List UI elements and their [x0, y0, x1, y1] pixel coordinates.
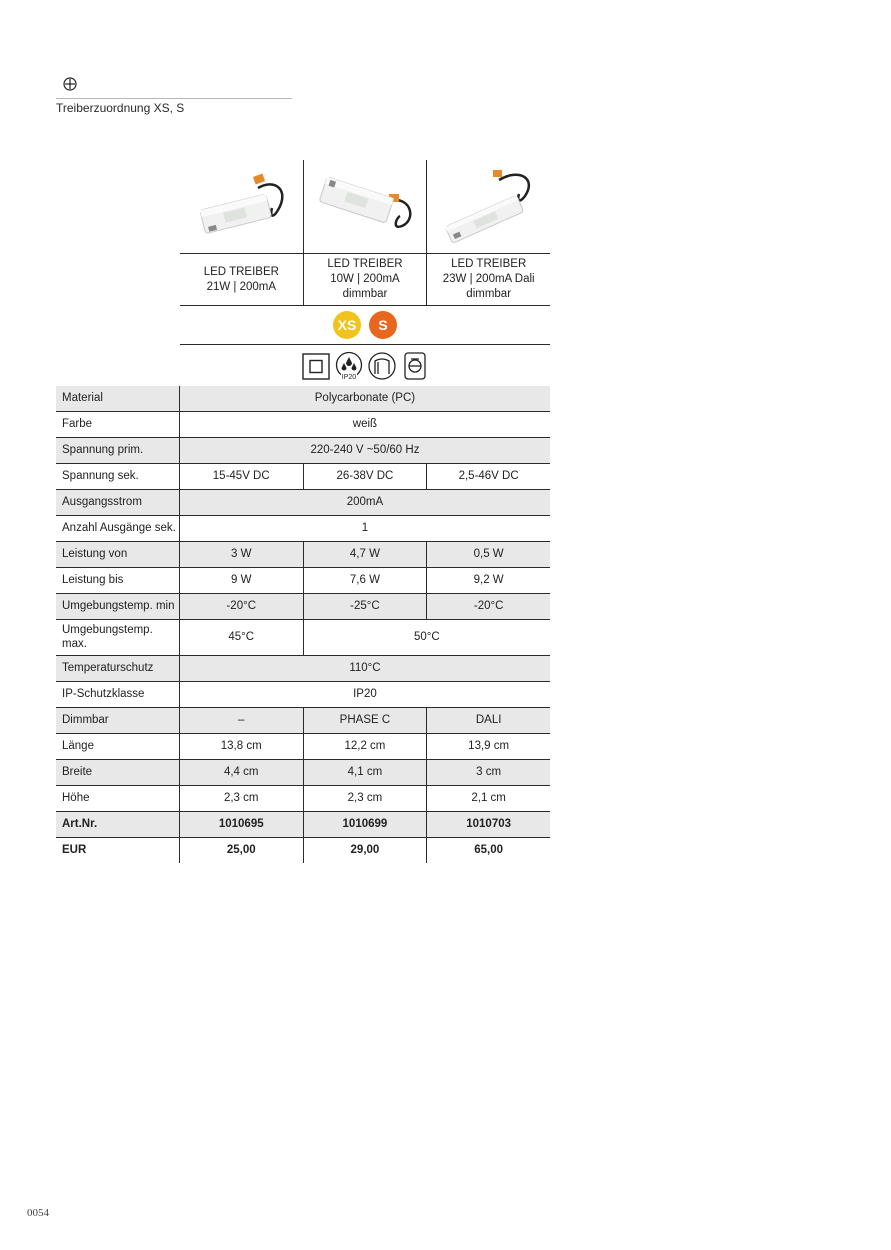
led-driver-image — [304, 160, 427, 253]
cell-value: 13,8 cm — [179, 733, 303, 759]
size-badge-s: S — [369, 311, 397, 339]
certification-symbols-row — [180, 346, 550, 386]
cell-value: 200mA — [179, 489, 550, 515]
price: 65,00 — [427, 837, 550, 863]
cell-value: 7,6 W — [303, 567, 427, 593]
cell-value: 220-240 V ~50/60 Hz — [179, 437, 550, 463]
protection-class-ii-icon — [301, 351, 331, 381]
row-label: Material — [56, 386, 179, 411]
row-label: Leistung bis — [56, 567, 179, 593]
table-row — [56, 593, 550, 619]
section-title: Treiberzuordnung XS, S — [56, 101, 185, 115]
cell-value: DALI — [427, 707, 550, 733]
table-row — [56, 619, 550, 655]
row-label: Höhe — [56, 785, 179, 811]
cell-value: IP20 — [179, 681, 550, 707]
cell-value: 50°C — [303, 619, 550, 655]
cell-value: 15-45V DC — [179, 463, 303, 489]
ip-rating-drops-icon — [334, 351, 364, 381]
cell-value: 0,5 W — [427, 541, 550, 567]
table-row — [56, 707, 550, 733]
ip-rating-label: IP20 — [341, 374, 356, 381]
cell-value: 2,3 cm — [303, 785, 427, 811]
table-row-article-number — [56, 811, 550, 837]
cell-value: 2,5-46V DC — [427, 463, 550, 489]
product-name: LED TREIBER 23W | 200mA Dali dimmbar — [426, 254, 550, 305]
row-label: IP-Schutzklasse — [56, 681, 179, 707]
furniture-mounting-icon — [367, 351, 397, 381]
cell-value: 12,2 cm — [303, 733, 427, 759]
cell-value: PHASE C — [303, 707, 427, 733]
cell-value: Polycarbonate (PC) — [179, 386, 550, 411]
table-row — [56, 515, 550, 541]
table-row — [56, 785, 550, 811]
cell-value: 9,2 W — [427, 567, 550, 593]
product-image-3 — [426, 160, 550, 253]
product-image-2 — [303, 160, 427, 253]
table-row — [56, 681, 550, 707]
row-label: Spannung prim. — [56, 437, 179, 463]
cell-value: 4,4 cm — [179, 759, 303, 785]
article-number: 1010695 — [179, 811, 303, 837]
cell-value: 3 W — [179, 541, 303, 567]
row-label: Anzahl Ausgänge sek. — [56, 515, 179, 541]
price: 29,00 — [303, 837, 427, 863]
price: 25,00 — [179, 837, 303, 863]
table-row — [56, 733, 550, 759]
cell-value: 2,3 cm — [179, 785, 303, 811]
cell-value: -25°C — [303, 593, 427, 619]
table-row — [56, 655, 550, 681]
cell-value: 110°C — [179, 655, 550, 681]
row-label: Breite — [56, 759, 179, 785]
row-label: Spannung sek. — [56, 463, 179, 489]
table-row-price — [56, 837, 550, 863]
page-number: 0054 — [27, 1207, 49, 1219]
cell-value: 9 W — [179, 567, 303, 593]
led-driver-image — [180, 160, 303, 253]
size-badge-xs: XS — [333, 311, 361, 339]
specification-table — [56, 386, 550, 863]
row-label: Farbe — [56, 411, 179, 437]
table-row — [56, 541, 550, 567]
cell-value: 4,1 cm — [303, 759, 427, 785]
product-image-1 — [180, 160, 303, 253]
table-row — [56, 489, 550, 515]
cell-value: 4,7 W — [303, 541, 427, 567]
table-row — [56, 567, 550, 593]
row-label: EUR — [62, 844, 87, 857]
row-label: Leistung von — [56, 541, 179, 567]
cell-value: – — [179, 707, 303, 733]
cell-value: 3 cm — [427, 759, 550, 785]
table-row — [56, 386, 550, 411]
row-label: Art.Nr. — [56, 811, 179, 837]
product-name: LED TREIBER 21W | 200mA — [203, 265, 279, 293]
product-names-row — [180, 253, 550, 306]
row-label: Ausgangsstrom — [56, 489, 179, 515]
crosshair-icon — [62, 76, 78, 92]
cell-value: 13,9 cm — [427, 733, 550, 759]
table-row — [56, 437, 550, 463]
cell-value: -20°C — [427, 593, 550, 619]
size-badges-row — [180, 305, 550, 345]
cell-value: weiß — [179, 411, 550, 437]
row-label: Umgebungstemp. min — [56, 593, 179, 619]
row-label: Temperaturschutz — [56, 655, 179, 681]
cell-value: 1 — [179, 515, 550, 541]
cell-value: 2,1 cm — [427, 785, 550, 811]
table-row — [56, 759, 550, 785]
article-number: 1010699 — [303, 811, 427, 837]
cell-value: 26-38V DC — [303, 463, 427, 489]
article-number: 1010703 — [427, 811, 550, 837]
cell-value: -20°C — [179, 593, 303, 619]
cell-value: 45°C — [179, 619, 303, 655]
product-images-row — [180, 160, 550, 253]
independent-driver-icon — [400, 351, 430, 381]
table-row — [56, 463, 550, 489]
row-label: Länge — [56, 733, 179, 759]
led-driver-image — [427, 160, 550, 253]
product-name: LED TREIBER 10W | 200mA dimmbar — [303, 254, 427, 305]
table-row — [56, 411, 550, 437]
row-label: Umgebungstemp. max. — [56, 619, 179, 655]
row-label: Dimmbar — [56, 707, 179, 733]
title-divider — [56, 98, 292, 99]
